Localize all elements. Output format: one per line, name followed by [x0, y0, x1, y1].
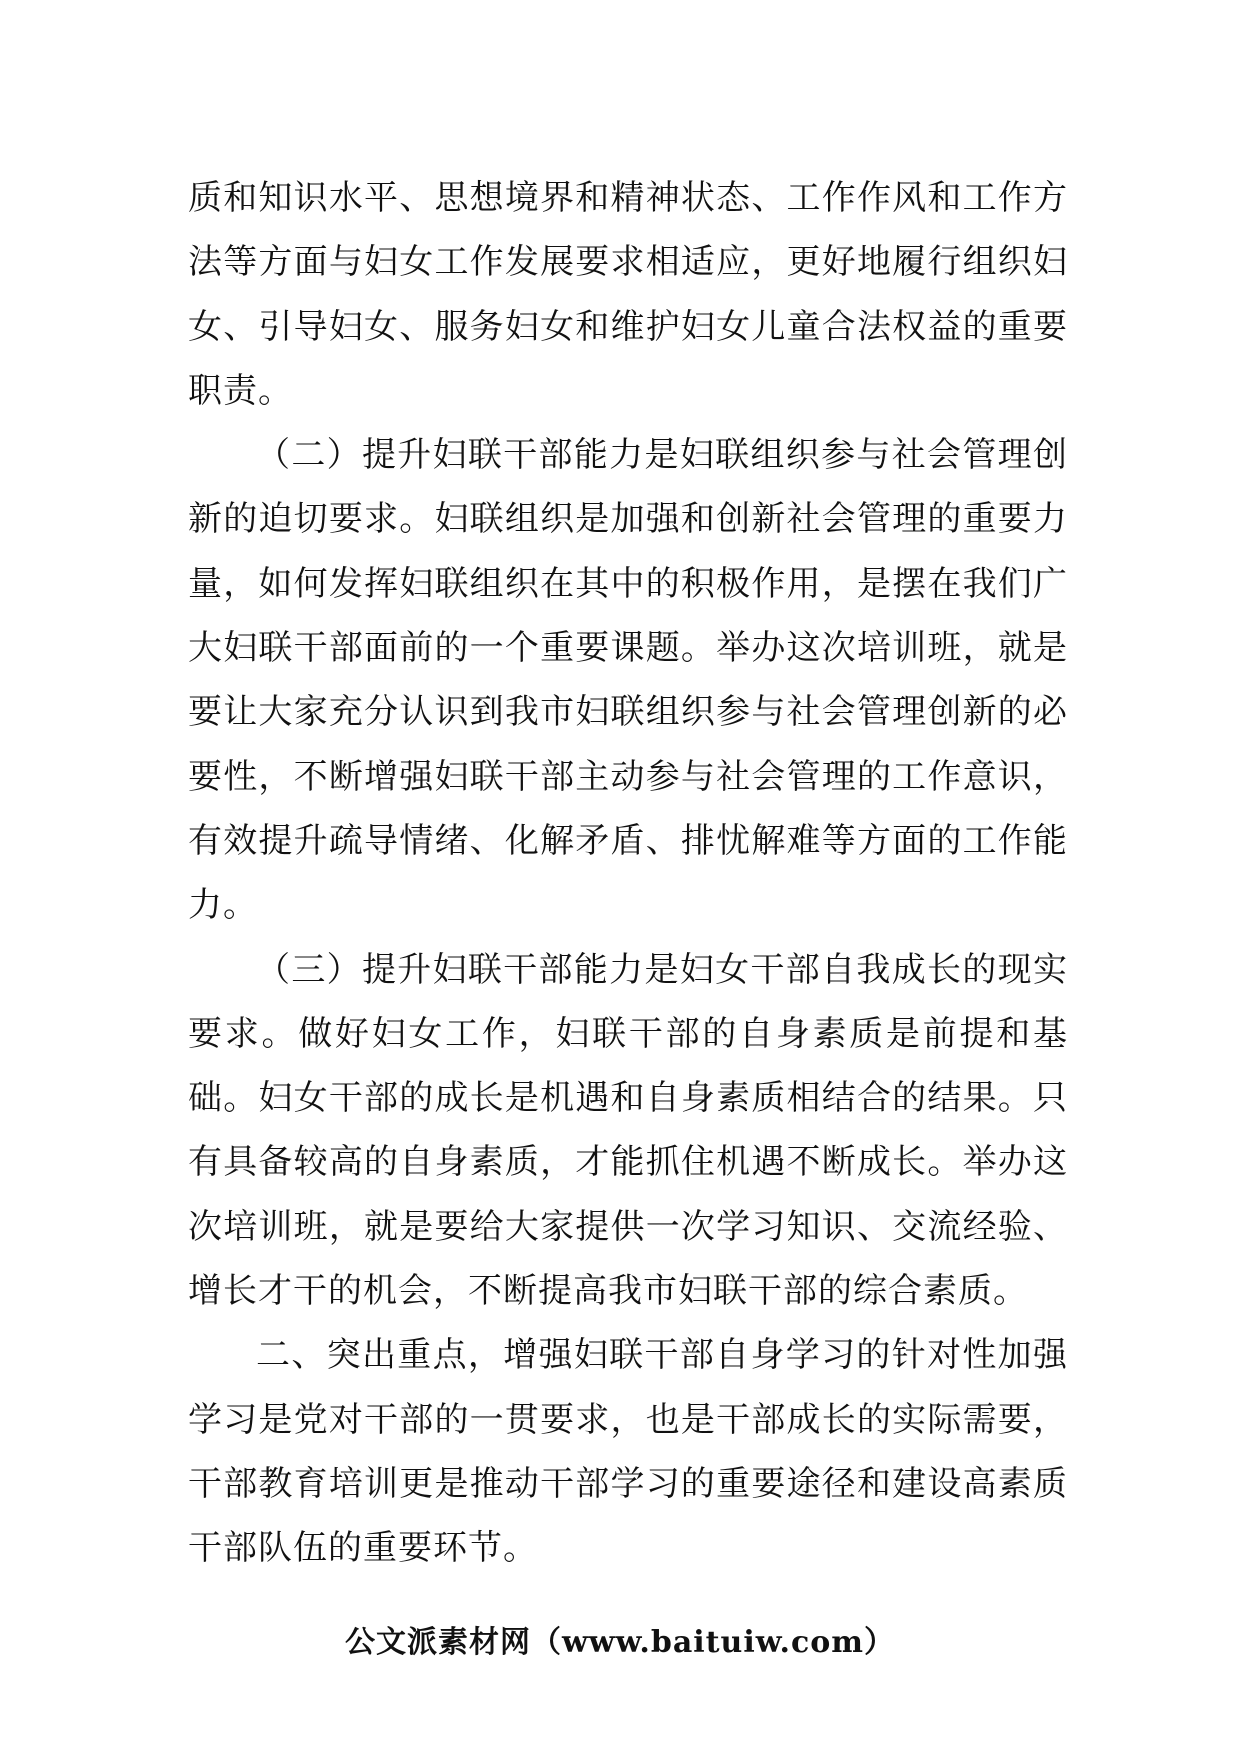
paragraph-heading-two: 二、突出重点，增强妇联干部自身学习的针对性加强学习是党对干部的一贯要求，也是干部成长的实际需要，干部教育培训更是推动干部学习的重要途径和建设高素质干部队伍的重要环节。 — [188, 1335, 1068, 1569]
paragraph-section-2: （二）提升妇联干部能力是妇联组织参与社会管理创新的迫切要求。妇联组织是加强和创新社会管理的重要力量，如何发挥妇联组织在其中的积极作用，是摆在我们广大妇联干部面前的一个重要课题。举办这次培训班，就是要让大家充分认识到我市妇联组织参与社会管理创新的必要性，不断增强妇联干部主动参与社会管理的工作意识，有效提升疏导情绪、化解矛盾、排忧解难等方面的工作能力。 — [188, 435, 1068, 926]
paragraph-section-3: （三）提升妇联干部能力是妇女干部自我成长的现实要求。做好妇女工作，妇联干部的自身素质是前提和基础。妇女干部的成长是机遇和自身素质相结合的结果。只有具备较高的自身素质，才能抓住机遇不断成长。举办这次培训班，就是要给大家提供一次学习知识、交流经验、增长才干的机会，不断提高我市妇联干部的综合素质。 — [188, 949, 1068, 1312]
paragraph-continuation: 质和知识水平、思想境界和精神状态、工作作风和工作方法等方面与妇女工作发展要求相适应，更好地履行组织妇女、引导妇女、服务妇女和维护妇女儿童合法权益的重要职责。 — [188, 178, 1068, 411]
source-footer: 公文派素材网（www.baituiw.com） — [344, 1625, 896, 1660]
document-body — [188, 166, 1068, 1581]
